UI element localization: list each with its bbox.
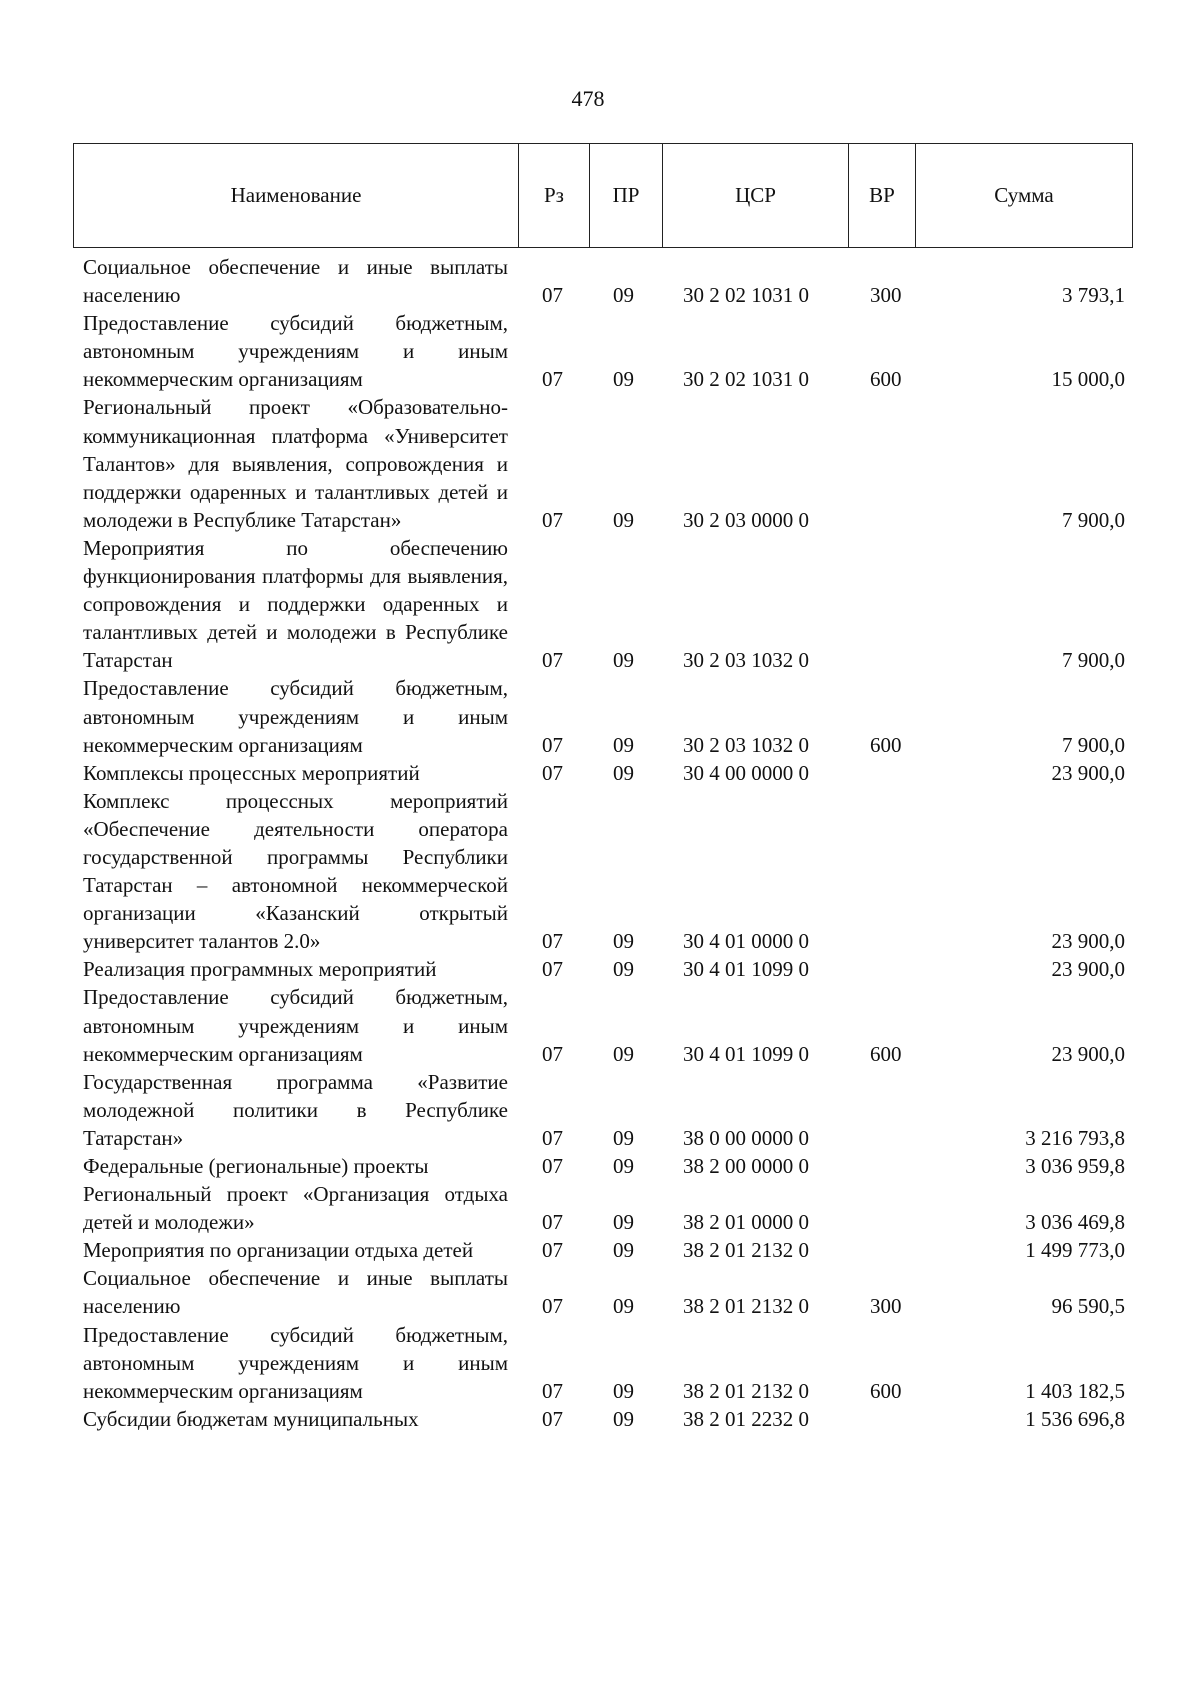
row-rz: 07 <box>542 1125 563 1150</box>
row-csr: 30 2 02 1031 0 <box>683 283 809 308</box>
row-name: Субсидии бюджетам муниципальных <box>83 1406 419 1431</box>
row-vr: 600 <box>870 1041 902 1066</box>
row-csr: 30 4 01 1099 0 <box>683 957 809 982</box>
row-rz: 07 <box>542 732 563 757</box>
row-name: Федеральные (региональные) проекты <box>83 1154 429 1178</box>
row-pr: 09 <box>613 1406 634 1431</box>
row-pr: 09 <box>613 1210 634 1235</box>
table-row <box>0 1405 1200 1433</box>
row-sum: 1 403 182,5 <box>1025 1378 1125 1403</box>
row-sum: 3 793,1 <box>1062 283 1125 308</box>
row-csr: 30 2 03 1032 0 <box>683 732 809 757</box>
row-csr: 38 2 01 2132 0 <box>683 1238 809 1263</box>
row-sum: 23 900,0 <box>1051 760 1125 785</box>
row-name: Предоставление субсидий бюджетным, автономным учреждениям и иным некоммерческим организациям <box>83 676 508 757</box>
row-name: Мероприятия по организации отдыха детей <box>83 1238 474 1263</box>
table-row <box>0 1152 1200 1180</box>
row-pr: 09 <box>613 929 634 954</box>
row-name: Государственная программа «Развитие молодежной политики в Республике Татарстан» <box>83 1069 508 1150</box>
row-csr: 30 4 00 0000 0 <box>683 760 809 785</box>
row-sum: 7 900,0 <box>1062 648 1125 673</box>
row-pr: 09 <box>613 732 634 757</box>
table-header <box>73 143 1133 248</box>
row-vr: 600 <box>870 1378 902 1403</box>
table-row <box>0 1180 1200 1236</box>
table-body <box>0 253 1200 1433</box>
row-name: Региональный проект «Образовательно-коммуникационная платформа «Университет Талантов» для выявления, сопровождения и поддержки одаренных и талантливых детей и молодежи в Республике Татарстан» <box>83 395 508 532</box>
row-name: Предоставление субсидий бюджетным, автономным учреждениям и иным некоммерческим организациям <box>83 311 508 392</box>
row-name: Комплексы процессных мероприятий <box>83 760 420 785</box>
row-sum: 15 000,0 <box>1051 367 1125 392</box>
header-pr: ПР <box>590 144 663 247</box>
row-name: Предоставление субсидий бюджетным, автономным учреждениям и иным некоммерческим организациям <box>83 985 508 1066</box>
row-csr: 38 2 01 2232 0 <box>683 1406 809 1431</box>
header-name: Наименование <box>74 144 519 247</box>
row-csr: 30 4 01 1099 0 <box>683 1041 809 1066</box>
row-rz: 07 <box>542 1378 563 1403</box>
header-sum: Сумма <box>994 183 1054 207</box>
row-pr: 09 <box>613 1378 634 1403</box>
row-pr: 09 <box>613 957 634 982</box>
row-vr: 600 <box>870 732 902 757</box>
row-csr: 30 4 01 0000 0 <box>683 929 809 954</box>
row-vr: 600 <box>870 367 902 392</box>
table-row <box>0 534 1200 674</box>
row-rz: 07 <box>542 283 563 308</box>
row-rz: 07 <box>542 1041 563 1066</box>
table-row <box>0 759 1200 787</box>
row-rz: 07 <box>542 1210 563 1235</box>
row-rz: 07 <box>542 1294 563 1319</box>
row-sum: 23 900,0 <box>1051 929 1125 954</box>
row-sum: 96 590,5 <box>1051 1294 1125 1319</box>
row-name: Реализация программных мероприятий <box>83 957 437 982</box>
row-pr: 09 <box>613 1125 634 1150</box>
row-vr: 300 <box>870 1294 902 1319</box>
row-rz: 07 <box>542 648 563 673</box>
row-rz: 07 <box>542 1406 563 1431</box>
row-rz: 07 <box>542 1154 563 1178</box>
table-row <box>0 309 1200 393</box>
row-name: Социальное обеспечение и иные выплаты населению <box>83 1266 508 1319</box>
row-sum: 3 036 959,8 <box>1025 1154 1125 1178</box>
table-row <box>0 674 1200 758</box>
row-sum: 1 499 773,0 <box>1025 1238 1125 1263</box>
row-name: Региональный проект «Организация отдыха детей и молодежи» <box>83 1182 508 1235</box>
row-pr: 09 <box>613 1238 634 1263</box>
row-rz: 07 <box>542 507 563 532</box>
header-csr: ЦСР <box>663 144 849 247</box>
row-csr: 38 2 01 2132 0 <box>683 1378 809 1403</box>
table-row <box>0 787 1200 956</box>
row-sum: 3 036 469,8 <box>1025 1210 1125 1235</box>
row-rz: 07 <box>542 760 563 785</box>
table-row <box>0 1236 1200 1264</box>
row-sum: 3 216 793,8 <box>1025 1125 1125 1150</box>
table-row <box>0 1068 1200 1152</box>
table-row <box>0 1264 1200 1320</box>
table-row <box>0 1321 1200 1405</box>
row-sum: 7 900,0 <box>1062 507 1125 532</box>
page-number: 478 <box>571 86 605 111</box>
row-pr: 09 <box>613 760 634 785</box>
row-rz: 07 <box>542 957 563 982</box>
table-row <box>0 253 1200 309</box>
row-pr: 09 <box>613 648 634 673</box>
row-csr: 38 2 01 2132 0 <box>683 1294 809 1319</box>
row-sum: 23 900,0 <box>1051 1041 1125 1066</box>
row-sum: 23 900,0 <box>1051 957 1125 982</box>
row-name: Комплекс процессных мероприятий «Обеспечение деятельности оператора государственной программы Республики Татарстан – автономной некоммерческой организации «Казанский открытый университет талантов 2.0» <box>83 788 508 954</box>
row-name: Предоставление субсидий бюджетным, автономным учреждениям и иным некоммерческим организациям <box>83 1322 508 1403</box>
row-pr: 09 <box>613 507 634 532</box>
row-name: Социальное обеспечение и иные выплаты населению <box>83 255 508 308</box>
header-vr: ВР <box>849 144 916 247</box>
row-csr: 38 2 01 0000 0 <box>683 1210 809 1235</box>
row-pr: 09 <box>613 283 634 308</box>
row-sum: 1 536 696,8 <box>1025 1406 1125 1431</box>
row-name: Мероприятия по обеспечению функционирования платформы для выявления, сопровождения и поддержки одаренных и талантливых детей и молодежи в Республике Татарстан <box>83 535 508 673</box>
row-pr: 09 <box>613 1294 634 1319</box>
header-rz: Рз <box>519 144 590 247</box>
table-row <box>0 955 1200 983</box>
row-pr: 09 <box>613 1154 634 1178</box>
row-rz: 07 <box>542 367 563 392</box>
row-csr: 30 2 03 0000 0 <box>683 507 809 532</box>
table-row <box>0 983 1200 1067</box>
row-sum: 7 900,0 <box>1062 732 1125 757</box>
row-csr: 38 0 00 0000 0 <box>683 1125 809 1150</box>
row-pr: 09 <box>613 367 634 392</box>
row-vr: 300 <box>870 283 902 308</box>
row-rz: 07 <box>542 1238 563 1263</box>
row-csr: 30 2 03 1032 0 <box>683 648 809 673</box>
row-rz: 07 <box>542 929 563 954</box>
row-csr: 30 2 02 1031 0 <box>683 367 809 392</box>
row-csr: 38 2 00 0000 0 <box>683 1154 809 1178</box>
row-pr: 09 <box>613 1041 634 1066</box>
table-row <box>0 393 1200 533</box>
